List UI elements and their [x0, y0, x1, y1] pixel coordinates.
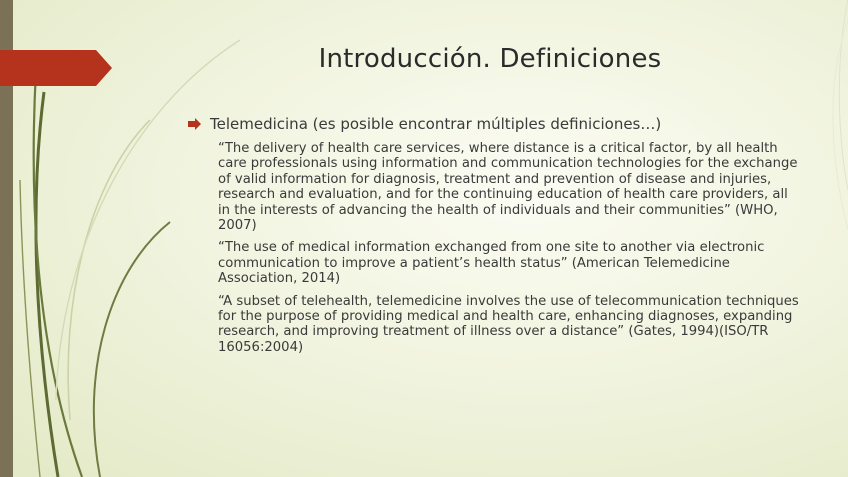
slide-content	[188, 114, 800, 362]
definition-ata: “The use of medical information exchanged from one site to another via electronic communication to improve a patient’s health status” (American Telemedicine Association, 2014)	[218, 240, 765, 287]
definition-who: “The delivery of health care services, where distance is a critical factor, by all health care professionals using information and communication technologies for the exchange of valid information for diagnosis, treatment and prevention of disease and injuries, research and evaluation, and for the continuing education of health care providers, all in the interests of advancing the health of individuals and their communities” (WHO, 2007)	[218, 141, 798, 234]
title-accent-flag	[0, 50, 112, 86]
bullet-item	[188, 114, 800, 134]
slide-title: Introducción. Definiciones	[318, 44, 662, 74]
definition-iso: “A subset of telehealth, telemedicine involves the use of telecommunication techniques for the purpose of providing medical and health care, enhancing diagnoses, expanding research, and improving treatment of illness over a distance” (Gates, 1994)(ISO/TR 16056:2004)	[218, 293, 799, 355]
arrow-right-icon	[188, 117, 202, 131]
bullet-text: Telemedicina (es posible encontrar múltiples definiciones…)	[210, 115, 662, 133]
definitions-list	[218, 141, 800, 355]
